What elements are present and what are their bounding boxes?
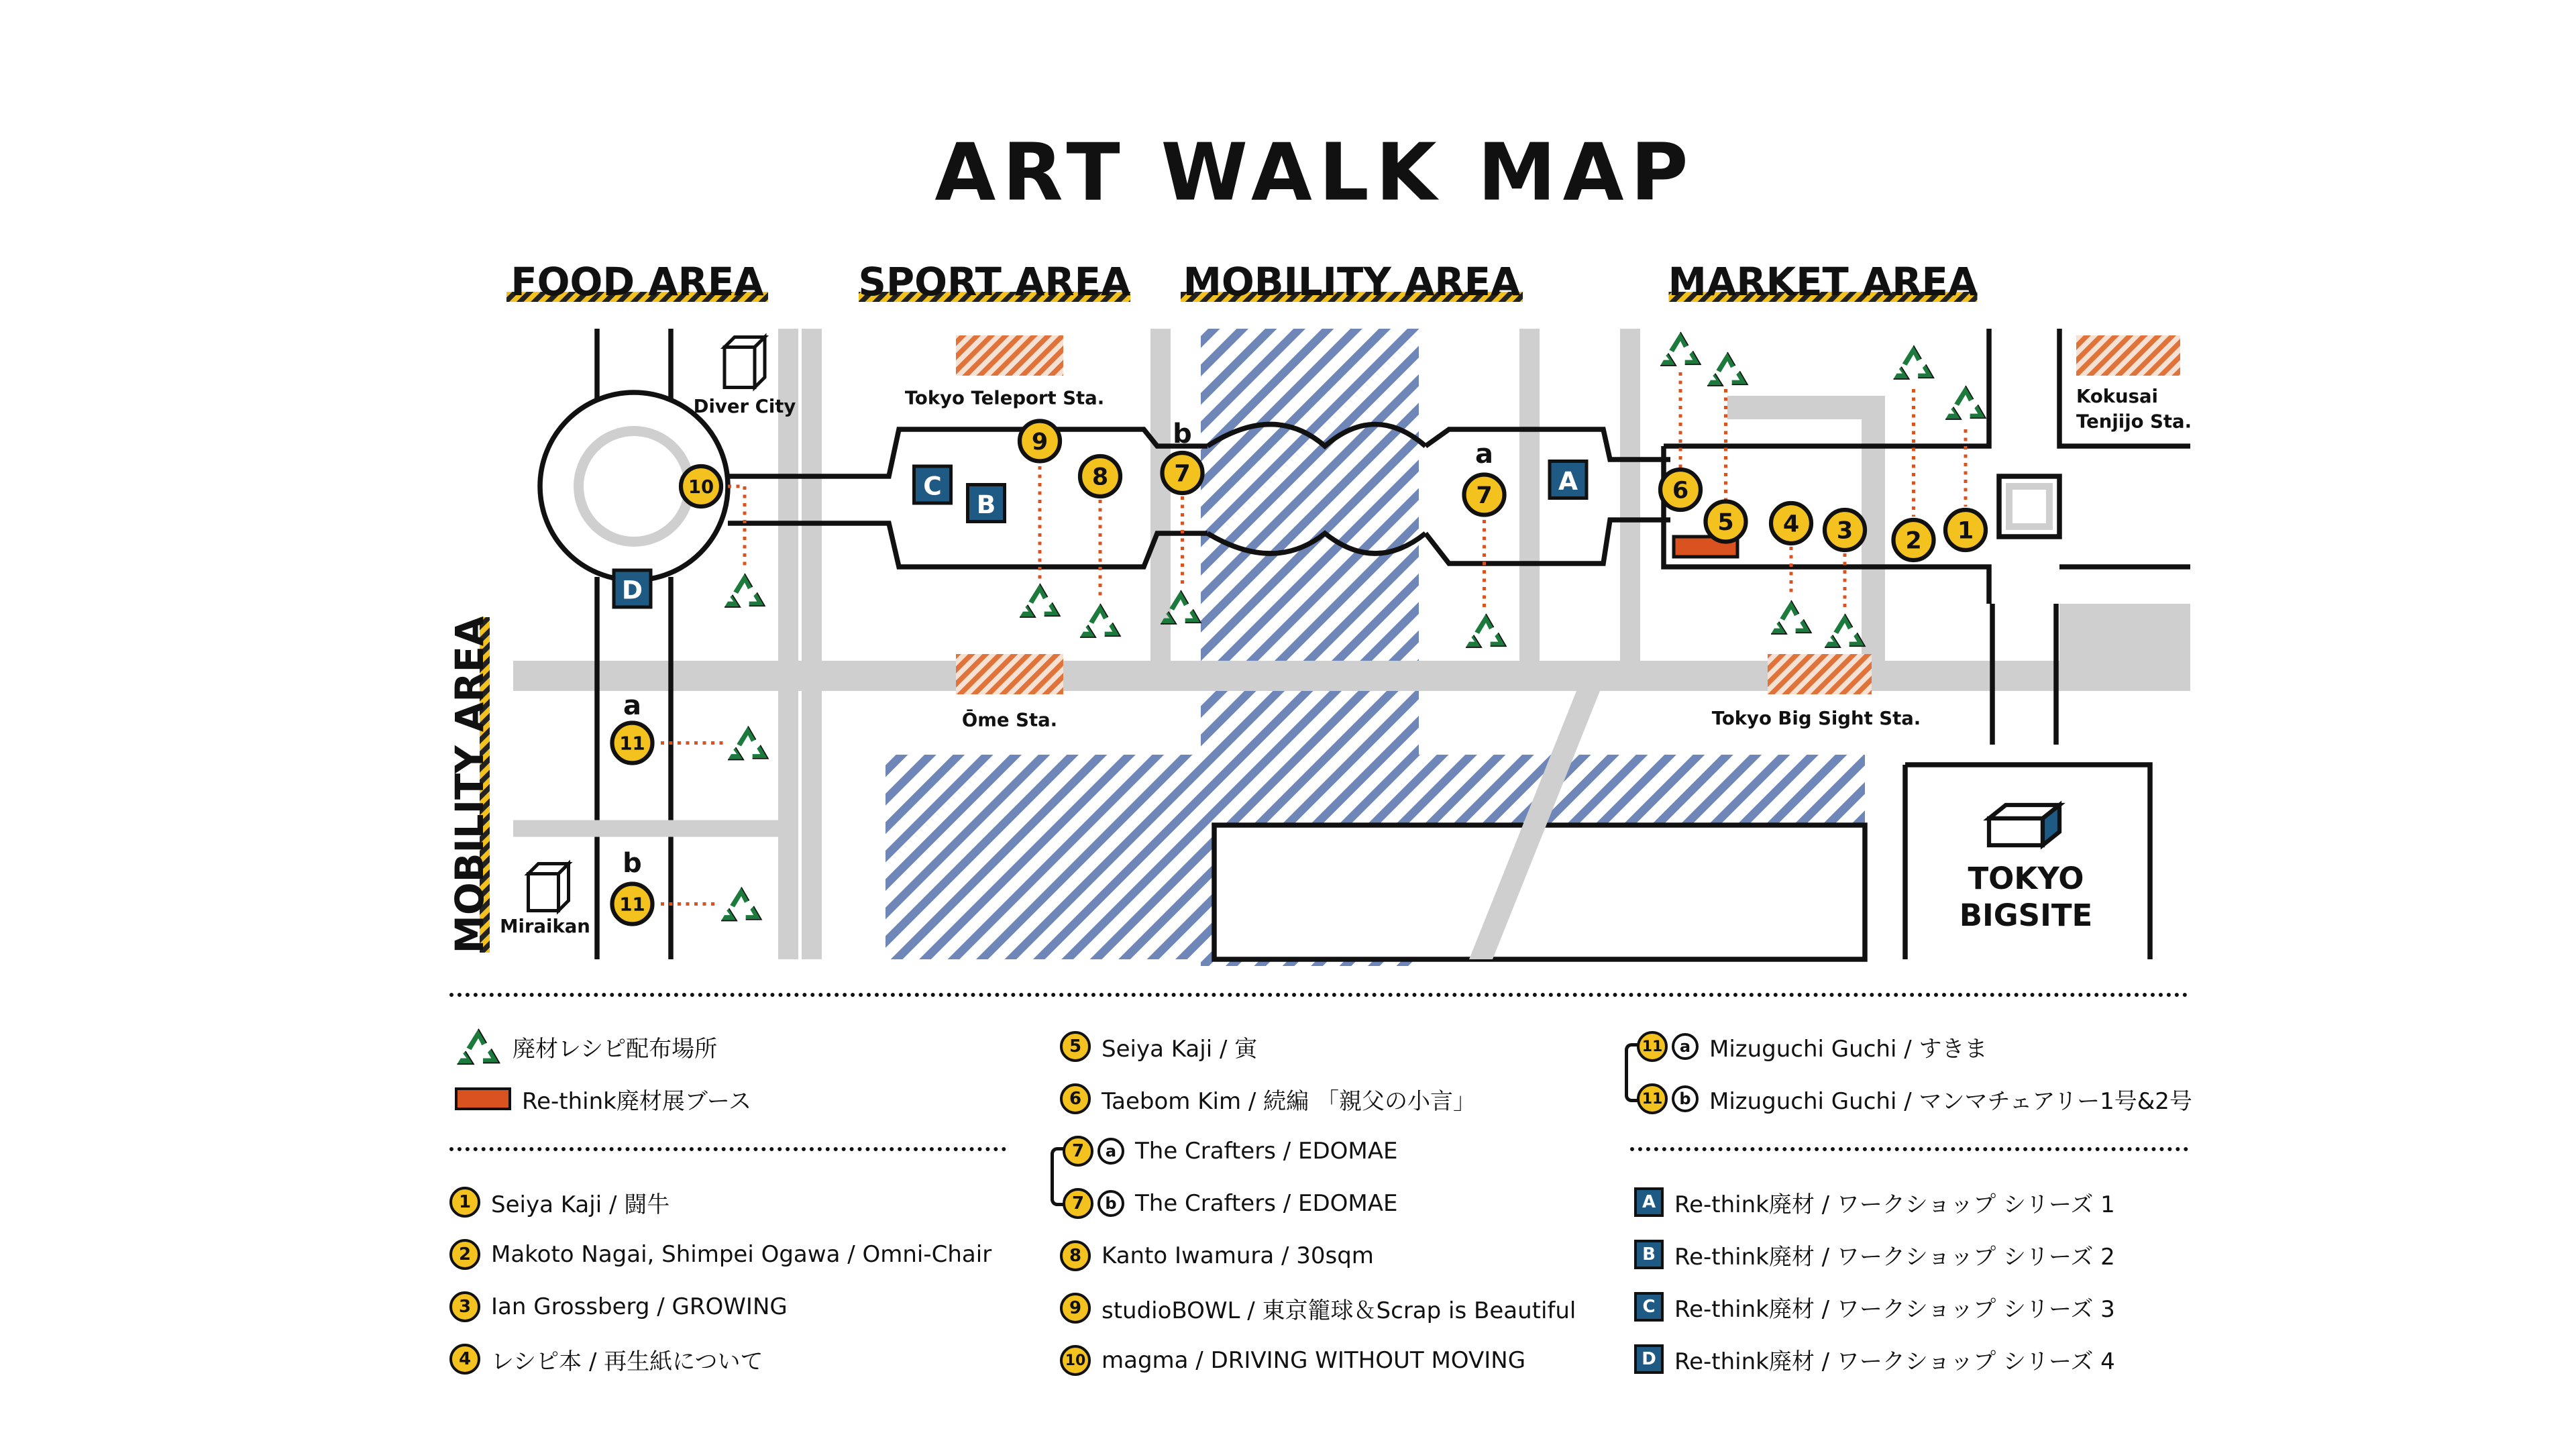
number-badge: 8 [1060, 1240, 1091, 1271]
workshop-c-marker: C [923, 471, 942, 501]
legend-text: Re-think廃材 / ワークショップ シリーズ 2 [1674, 1243, 2115, 1271]
legend-item-2 [449, 1234, 991, 1275]
recycle-icon [721, 888, 761, 921]
legend-text: Re-think廃材 / ワークショップ シリーズ 3 [1674, 1295, 2115, 1323]
sub-badge: a [1672, 1033, 1699, 1060]
tokyo-bigsite-label-line1: TOKYO [1968, 861, 2084, 896]
number-badge: 3 [449, 1291, 480, 1322]
recycle-icon [455, 1025, 502, 1068]
legend-right-rule [1630, 1147, 2188, 1151]
recycle-icon [728, 727, 768, 760]
legend-bracket-11 [1625, 1043, 1638, 1102]
legend-top-rule [449, 993, 2188, 997]
mobility-side-label: MOBILITY AREA [447, 616, 492, 954]
recycle-icon [1707, 352, 1748, 386]
ome-label: Ōme Sta. [961, 709, 1058, 731]
recycle-icon [1825, 614, 1865, 647]
legend-item-a [1634, 1182, 2115, 1222]
legend-text: Taebom Kim / 続編 「親父の小言」 [1102, 1087, 1476, 1115]
recycle-icon [1660, 332, 1701, 366]
number-badge: 10 [1060, 1345, 1091, 1376]
number-badge: 7 [1063, 1136, 1093, 1167]
tokyo-big-sight-station-label: Tokyo Big Sight Sta. [1711, 708, 1921, 729]
recycle-icon [724, 574, 765, 607]
legend-item-8 [1060, 1236, 1374, 1276]
legend-text: Mizuguchi Guchi / すきま [1709, 1035, 1988, 1063]
marker-3: 3 [1836, 517, 1854, 545]
marker-8: 8 [1091, 464, 1109, 491]
number-badge: 9 [1060, 1293, 1091, 1324]
marker-6: 6 [1672, 477, 1689, 504]
number-badge: 11 [1637, 1031, 1668, 1062]
tokyo-bigsite-building-icon [1989, 805, 2059, 845]
legend-text: Makoto Nagai, Shimpei Ogawa / Omni-Chair [491, 1241, 992, 1268]
number-badge: 2 [449, 1239, 480, 1270]
marker-11a: 11 [619, 733, 645, 755]
legend-text: Kanto Iwamura / 30sqm [1102, 1242, 1374, 1269]
booth-swatch [455, 1087, 511, 1110]
marker-1: 1 [1957, 517, 1974, 545]
legend-item-11b [1637, 1079, 2192, 1119]
legend-text: Seiya Kaji / 寅 [1102, 1035, 1258, 1063]
legend-text: studioBOWL / 東京籠球＆Scrap is Beautiful [1102, 1297, 1576, 1324]
recycle-icon [1020, 584, 1060, 617]
legend-item-10 [1060, 1340, 1525, 1381]
sub-badge: a [1097, 1138, 1124, 1165]
ome-station [956, 654, 1063, 694]
legend-text: Seiya Kaji / 闘牛 [491, 1191, 670, 1218]
legend-item-4 [449, 1339, 763, 1379]
marker-5: 5 [1717, 509, 1734, 536]
diver-city-label: Diver City [693, 396, 796, 417]
number-badge: 5 [1060, 1031, 1091, 1062]
legend-item-1 [449, 1182, 669, 1222]
workshop-badge: A [1634, 1187, 1664, 1217]
legend-item-b [1634, 1234, 2115, 1275]
legend-bracket-7 [1051, 1147, 1063, 1206]
workshop-badge: D [1634, 1344, 1664, 1374]
map-title: ART WALK MAP [934, 126, 1695, 219]
marker-10: 10 [688, 476, 714, 498]
number-badge: 11 [1637, 1083, 1668, 1114]
sport-area-label: SPORT AREA [858, 260, 1131, 305]
marker-7b-sub: b [1173, 419, 1192, 449]
number-badge: 7 [1063, 1188, 1093, 1219]
tokyo-bigsite-label-line2: BIGSITE [1959, 898, 2093, 933]
legend-text: The Crafters / EDOMAE [1135, 1190, 1398, 1217]
workshop-d-marker: D [621, 575, 643, 605]
water-mask [1214, 825, 1865, 959]
legend-text: Re-think廃材 / ワークショップ シリーズ 1 [1674, 1191, 2115, 1218]
marker-7b: 7 [1174, 460, 1191, 488]
legend-item-7b [1063, 1183, 1397, 1224]
legend-item-d [1634, 1339, 2115, 1379]
kokusai-label-line1: Kokusai [2076, 386, 2158, 407]
kokusai-tenjijo-station [2076, 335, 2180, 376]
recycle-icon [1466, 614, 1506, 647]
miraikan-building-icon [529, 864, 569, 911]
workshop-a-marker: A [1558, 466, 1578, 496]
number-badge: 4 [449, 1344, 480, 1375]
workshop-badge: C [1634, 1292, 1664, 1322]
marker-9: 9 [1031, 429, 1049, 455]
marker-11b-sub: b [623, 848, 642, 879]
marker-2: 2 [1905, 527, 1922, 555]
tokyo-teleport-label: Tokyo Teleport Sta. [904, 387, 1105, 409]
tokyo-big-sight-station [1768, 654, 1872, 694]
marker-7a: 7 [1476, 482, 1493, 509]
legend-text: レシピ本 / 再生紙について [491, 1348, 763, 1375]
diver-city-building-icon [724, 337, 765, 388]
tokyo-teleport-station [956, 335, 1063, 376]
marker-11b: 11 [619, 894, 645, 916]
sub-badge: b [1097, 1190, 1124, 1217]
legend-booth [455, 1079, 751, 1119]
recycle-icon [1771, 600, 1811, 634]
legend-item-c [1634, 1287, 2115, 1327]
legend-text: magma / DRIVING WITHOUT MOVING [1102, 1347, 1526, 1374]
workshop-badge: B [1634, 1240, 1664, 1269]
number-badge: 6 [1060, 1083, 1091, 1114]
legend-item-11a [1637, 1026, 1987, 1067]
food-area-label: FOOD AREA [511, 260, 764, 305]
legend-item-7a [1063, 1131, 1397, 1171]
recycle-icon [1945, 386, 1986, 419]
legend-item-5 [1060, 1026, 1257, 1067]
legend-item-3 [449, 1287, 788, 1327]
legend-recycle [455, 1026, 717, 1067]
recycle-icon [1080, 604, 1120, 637]
legend-recycle-label: 廃材レシピ配布場所 [513, 1035, 718, 1063]
legend-text: Ian Grossberg / GROWING [491, 1293, 788, 1320]
marker-4: 4 [1782, 511, 1800, 538]
workshop-b-marker: B [976, 490, 996, 519]
legend-text: Re-think廃材 / ワークショップ シリーズ 4 [1674, 1348, 2115, 1375]
market-area-label: MARKET AREA [1668, 260, 1978, 305]
legend-item-6 [1060, 1079, 1476, 1119]
legend-booth-label: Re-think廃材展ブース [522, 1087, 752, 1115]
mobility-area-label: MOBILITY AREA [1183, 260, 1521, 305]
number-badge: 1 [449, 1187, 480, 1218]
legend-item-9 [1060, 1288, 1576, 1328]
legend-text: The Crafters / EDOMAE [1135, 1138, 1398, 1165]
legend-left-rule [449, 1147, 1006, 1151]
marker-11a-sub: a [623, 690, 641, 721]
miraikan-label: Miraikan [500, 916, 590, 937]
sub-badge: b [1672, 1085, 1699, 1112]
marker-7a-sub: a [1475, 439, 1493, 470]
recycle-icon [1894, 345, 1934, 379]
kokusai-label-line2: Tenjijo Sta. [2076, 411, 2192, 433]
legend-text: Mizuguchi Guchi / マンマチェアリー1号&2号 [1709, 1087, 2192, 1115]
